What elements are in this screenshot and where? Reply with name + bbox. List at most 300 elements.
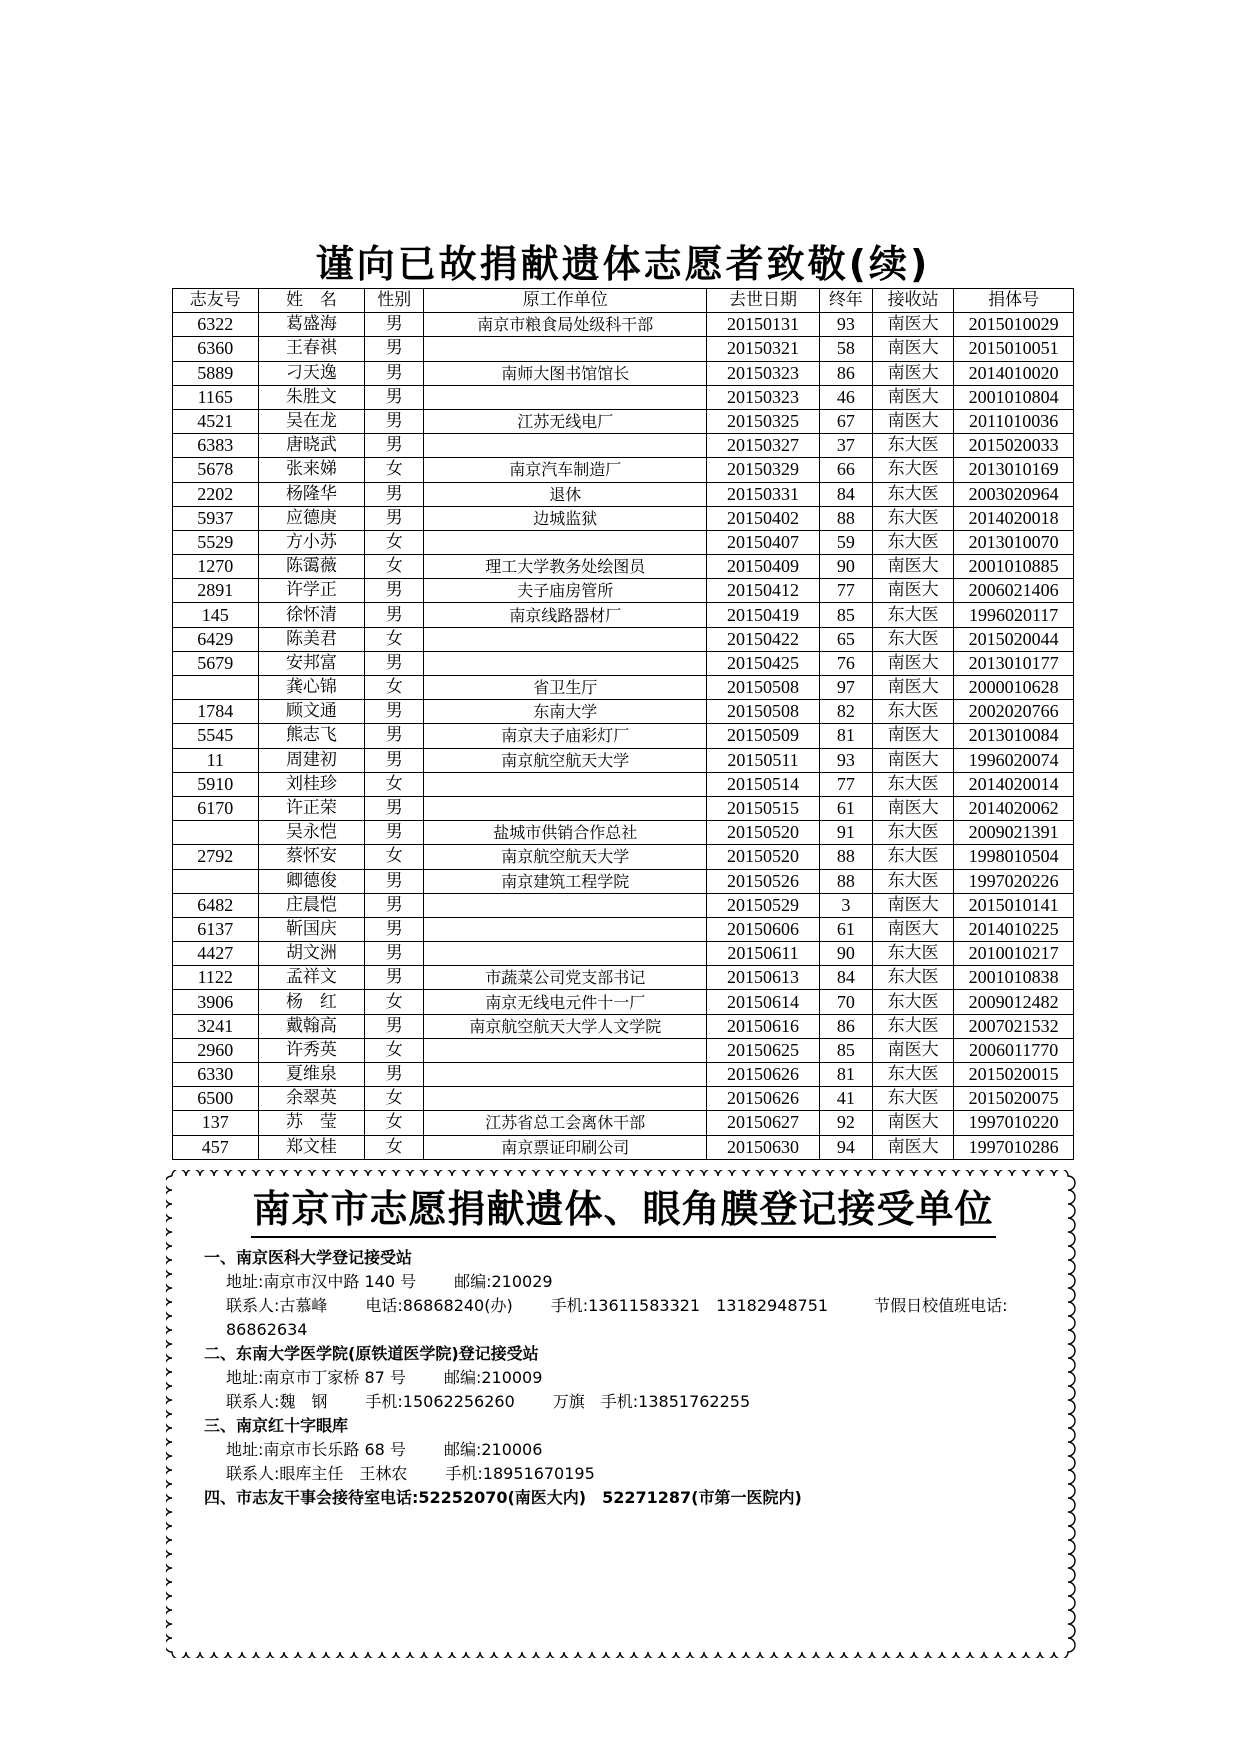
cell-work-unit <box>424 917 707 941</box>
table-row <box>173 409 1074 433</box>
cell-member-id: 11 <box>173 748 259 772</box>
cell-death-date: 20150329 <box>707 458 819 482</box>
table-row <box>173 506 1074 530</box>
cell-receiving-station: 南医大 <box>873 748 954 772</box>
cell-age: 65 <box>819 627 872 651</box>
cell-member-id: 2792 <box>173 845 259 869</box>
cell-receiving-station: 东大医 <box>873 530 954 554</box>
cell-name: 夏维泉 <box>258 1063 365 1087</box>
cell-name: 刘桂珍 <box>258 772 365 796</box>
cell-donation-number: 2002020766 <box>954 700 1074 724</box>
cell-work-unit: 南京航空航天大学人文学院 <box>424 1014 707 1038</box>
cell-death-date: 20150520 <box>707 845 819 869</box>
cell-name: 徐怀清 <box>258 603 365 627</box>
cell-work-unit <box>424 1063 707 1087</box>
cell-receiving-station: 南医大 <box>873 555 954 579</box>
cell-gender: 男 <box>365 700 424 724</box>
cell-name: 戴翰高 <box>258 1014 365 1038</box>
cell-donation-number: 2010010217 <box>954 942 1074 966</box>
cell-age: 94 <box>819 1135 872 1159</box>
station-3-postcode: 邮编:210006 <box>443 1440 543 1459</box>
station-1-postcode: 邮编:210029 <box>454 1272 553 1291</box>
cell-donation-number: 2001010804 <box>954 385 1074 409</box>
cell-work-unit: 南京线路器材厂 <box>424 603 707 627</box>
cell-receiving-station: 东大医 <box>873 821 954 845</box>
header-name: 姓 名 <box>258 289 365 313</box>
cell-age: 70 <box>819 990 872 1014</box>
station-4-heading: 四、市志友干事会接待室电话:52252070(南医大内) 52271287(市第一医院内) <box>204 1488 802 1507</box>
station-2-contact: 联系人:魏 钢 <box>226 1392 328 1411</box>
station-1-contact-line <box>204 1294 1054 1318</box>
cell-name: 杨 红 <box>258 990 365 1014</box>
cell-death-date: 20150327 <box>707 434 819 458</box>
cell-death-date: 20150131 <box>707 313 819 337</box>
cell-receiving-station: 南医大 <box>873 409 954 433</box>
cell-gender: 男 <box>365 1014 424 1038</box>
table-row <box>173 1087 1074 1111</box>
cell-work-unit <box>424 530 707 554</box>
cell-death-date: 20150515 <box>707 796 819 820</box>
station-2-address-line <box>204 1366 1054 1390</box>
station-3-address: 地址:南京市长乐路 68 号 <box>226 1440 406 1459</box>
header-receiving-station: 接收站 <box>873 289 954 313</box>
cell-death-date: 20150626 <box>707 1063 819 1087</box>
cell-name: 庄晨恺 <box>258 893 365 917</box>
cell-name: 许秀英 <box>258 1038 365 1062</box>
cell-receiving-station: 南医大 <box>873 724 954 748</box>
cell-donation-number: 2014020014 <box>954 772 1074 796</box>
cell-donation-number: 2006011770 <box>954 1038 1074 1062</box>
table-row <box>173 1111 1074 1135</box>
cell-work-unit: 南师大图书馆馆长 <box>424 361 707 385</box>
cell-name: 胡文洲 <box>258 942 365 966</box>
cell-death-date: 20150616 <box>707 1014 819 1038</box>
cell-gender: 男 <box>365 651 424 675</box>
cell-member-id: 1165 <box>173 385 259 409</box>
cell-death-date: 20150627 <box>707 1111 819 1135</box>
table-row <box>173 482 1074 506</box>
cell-donation-number: 2006021406 <box>954 579 1074 603</box>
cell-work-unit: 南京航空航天大学 <box>424 845 707 869</box>
cell-gender: 女 <box>365 555 424 579</box>
cell-receiving-station: 东大医 <box>873 458 954 482</box>
cell-receiving-station: 南医大 <box>873 676 954 700</box>
cell-death-date: 20150422 <box>707 627 819 651</box>
cell-donation-number: 2013010177 <box>954 651 1074 675</box>
table-row <box>173 627 1074 651</box>
cell-name: 吴在龙 <box>258 409 365 433</box>
table-row <box>173 385 1074 409</box>
cell-work-unit: 夫子庙房管所 <box>424 579 707 603</box>
cell-name: 葛盛海 <box>258 313 365 337</box>
cell-gender: 女 <box>365 458 424 482</box>
table-row <box>173 845 1074 869</box>
cell-member-id: 2202 <box>173 482 259 506</box>
cell-member-id: 6482 <box>173 893 259 917</box>
cell-age: 86 <box>819 1014 872 1038</box>
cell-death-date: 20150419 <box>707 603 819 627</box>
cell-member-id: 6170 <box>173 796 259 820</box>
station-2-heading: 二、东南大学医学院(原铁道医学院)登记接受站 <box>204 1344 539 1363</box>
cell-death-date: 20150321 <box>707 337 819 361</box>
header-death-date: 去世日期 <box>707 289 819 313</box>
header-member-id: 志友号 <box>173 289 259 313</box>
cell-donation-number: 2014020018 <box>954 506 1074 530</box>
cell-receiving-station: 东大医 <box>873 627 954 651</box>
cell-age: 3 <box>819 893 872 917</box>
cell-work-unit <box>424 434 707 458</box>
cell-age: 66 <box>819 458 872 482</box>
cell-member-id: 6360 <box>173 337 259 361</box>
cell-death-date: 20150526 <box>707 869 819 893</box>
cell-receiving-station: 南医大 <box>873 337 954 361</box>
cell-name: 杨隆华 <box>258 482 365 506</box>
title-underline <box>251 1236 996 1238</box>
cell-work-unit: 江苏省总工会离休干部 <box>424 1111 707 1135</box>
cell-work-unit <box>424 772 707 796</box>
cell-name: 熊志飞 <box>258 724 365 748</box>
cell-member-id: 1270 <box>173 555 259 579</box>
cell-receiving-station: 东大医 <box>873 506 954 530</box>
table-row <box>173 772 1074 796</box>
cell-age: 97 <box>819 676 872 700</box>
cell-gender: 男 <box>365 313 424 337</box>
cell-work-unit: 南京夫子庙彩灯厂 <box>424 724 707 748</box>
cell-donation-number: 1996020117 <box>954 603 1074 627</box>
table-row <box>173 1038 1074 1062</box>
table-row <box>173 966 1074 990</box>
cell-name: 郑文桂 <box>258 1135 365 1159</box>
cell-receiving-station: 东大医 <box>873 482 954 506</box>
cell-member-id: 5678 <box>173 458 259 482</box>
cell-death-date: 20150402 <box>707 506 819 530</box>
cell-gender: 男 <box>365 893 424 917</box>
cell-member-id: 1784 <box>173 700 259 724</box>
table-row <box>173 796 1074 820</box>
cell-work-unit: 市蔬菜公司党支部书记 <box>424 966 707 990</box>
station-1-holiday-label: 节假日校值班电话: <box>874 1296 1008 1315</box>
cell-work-unit: 盐城市供销合作总社 <box>424 821 707 845</box>
table-row <box>173 724 1074 748</box>
cell-receiving-station: 东大医 <box>873 1087 954 1111</box>
table-row <box>173 748 1074 772</box>
cell-donation-number: 2015010029 <box>954 313 1074 337</box>
cell-receiving-station: 南医大 <box>873 651 954 675</box>
cell-gender: 女 <box>365 845 424 869</box>
station-3-contact-line <box>204 1462 1054 1486</box>
table-row <box>173 337 1074 361</box>
cell-name: 许正荣 <box>258 796 365 820</box>
cell-death-date: 20150613 <box>707 966 819 990</box>
cell-death-date: 20150509 <box>707 724 819 748</box>
cell-death-date: 20150425 <box>707 651 819 675</box>
cell-gender: 男 <box>365 724 424 748</box>
notice-title: 南京市志愿捐献遗体、眼角膜登记接受单位 <box>252 1187 994 1231</box>
cell-age: 84 <box>819 966 872 990</box>
cell-gender: 女 <box>365 772 424 796</box>
cell-receiving-station: 东大医 <box>873 772 954 796</box>
cell-work-unit: 退休 <box>424 482 707 506</box>
cell-donation-number: 1996020074 <box>954 748 1074 772</box>
table-row <box>173 651 1074 675</box>
cell-gender: 男 <box>365 821 424 845</box>
cell-gender: 男 <box>365 603 424 627</box>
cell-gender: 女 <box>365 530 424 554</box>
station-2-contact-2: 万旗 手机:13851762255 <box>552 1392 751 1411</box>
header-donation-number: 捐体号 <box>954 289 1074 313</box>
cell-gender: 男 <box>365 942 424 966</box>
cell-age: 81 <box>819 1063 872 1087</box>
cell-donation-number: 2015020044 <box>954 627 1074 651</box>
table-row <box>173 458 1074 482</box>
cell-donation-number: 2015010141 <box>954 893 1074 917</box>
cell-member-id: 6322 <box>173 313 259 337</box>
cell-donation-number: 1997010286 <box>954 1135 1074 1159</box>
cell-age: 93 <box>819 313 872 337</box>
cell-death-date: 20150614 <box>707 990 819 1014</box>
cell-work-unit: 南京市粮食局处级科干部 <box>424 313 707 337</box>
cell-name: 余翠英 <box>258 1087 365 1111</box>
cell-gender: 女 <box>365 1135 424 1159</box>
cell-work-unit: 东南大学 <box>424 700 707 724</box>
cell-member-id: 4521 <box>173 409 259 433</box>
cell-age: 90 <box>819 555 872 579</box>
cell-receiving-station: 南医大 <box>873 796 954 820</box>
station-3-mobile: 手机:18951670195 <box>445 1464 595 1483</box>
cell-work-unit <box>424 893 707 917</box>
station-1-holiday-number: 86862634 <box>226 1320 308 1339</box>
cell-name: 吴永恺 <box>258 821 365 845</box>
cell-age: 81 <box>819 724 872 748</box>
table-row <box>173 676 1074 700</box>
cell-gender: 男 <box>365 579 424 603</box>
cell-death-date: 20150625 <box>707 1038 819 1062</box>
cell-receiving-station: 南医大 <box>873 1111 954 1135</box>
cell-receiving-station: 东大医 <box>873 942 954 966</box>
cell-death-date: 20150630 <box>707 1135 819 1159</box>
cell-member-id: 5679 <box>173 651 259 675</box>
cell-work-unit: 南京汽车制造厂 <box>424 458 707 482</box>
station-1-address-line <box>204 1270 1054 1294</box>
table-row <box>173 1063 1074 1087</box>
cell-gender: 女 <box>365 1038 424 1062</box>
cell-name: 应德庚 <box>258 506 365 530</box>
cell-age: 93 <box>819 748 872 772</box>
cell-name: 张来娣 <box>258 458 365 482</box>
cell-name: 顾文通 <box>258 700 365 724</box>
cell-donation-number: 2015020015 <box>954 1063 1074 1087</box>
cell-name: 卿德俊 <box>258 869 365 893</box>
station-2-mobile: 手机:15062256260 <box>365 1392 515 1411</box>
cell-age: 85 <box>819 1038 872 1062</box>
cell-receiving-station: 东大医 <box>873 603 954 627</box>
cell-age: 84 <box>819 482 872 506</box>
cell-death-date: 20150520 <box>707 821 819 845</box>
cell-death-date: 20150331 <box>707 482 819 506</box>
station-3-address-line <box>204 1438 1054 1462</box>
cell-gender: 男 <box>365 748 424 772</box>
cell-receiving-station: 南医大 <box>873 385 954 409</box>
cell-work-unit <box>424 385 707 409</box>
cell-work-unit: 南京航空航天大学 <box>424 748 707 772</box>
header-gender: 性别 <box>365 289 424 313</box>
cell-donation-number: 2014010225 <box>954 917 1074 941</box>
station-2-contact-line <box>204 1390 1054 1414</box>
cell-age: 86 <box>819 361 872 385</box>
cell-donation-number: 2015010051 <box>954 337 1074 361</box>
cell-donation-number: 2009012482 <box>954 990 1074 1014</box>
cell-age: 77 <box>819 772 872 796</box>
cell-death-date: 20150412 <box>707 579 819 603</box>
cell-gender: 男 <box>365 1063 424 1087</box>
cell-death-date: 20150611 <box>707 942 819 966</box>
cell-work-unit: 南京建筑工程学院 <box>424 869 707 893</box>
cell-work-unit: 南京无线电元件十一厂 <box>424 990 707 1014</box>
cell-work-unit: 省卫生厅 <box>424 676 707 700</box>
cell-name: 龚心锦 <box>258 676 365 700</box>
cell-receiving-station: 东大医 <box>873 700 954 724</box>
cell-gender: 男 <box>365 506 424 530</box>
cell-name: 朱胜文 <box>258 385 365 409</box>
cell-work-unit <box>424 942 707 966</box>
cell-death-date: 20150606 <box>707 917 819 941</box>
cell-death-date: 20150508 <box>707 700 819 724</box>
cell-age: 82 <box>819 700 872 724</box>
cell-work-unit <box>424 796 707 820</box>
table-row <box>173 1014 1074 1038</box>
cell-name: 安邦富 <box>258 651 365 675</box>
cell-gender: 女 <box>365 990 424 1014</box>
cell-member-id: 1122 <box>173 966 259 990</box>
station-3-heading: 三、南京红十字眼库 <box>204 1416 349 1435</box>
cell-age: 77 <box>819 579 872 603</box>
cell-age: 58 <box>819 337 872 361</box>
table-row <box>173 917 1074 941</box>
cell-donation-number: 2014010020 <box>954 361 1074 385</box>
table-row <box>173 603 1074 627</box>
cell-age: 88 <box>819 506 872 530</box>
cell-name: 靳国庆 <box>258 917 365 941</box>
cell-age: 76 <box>819 651 872 675</box>
station-1-phone: 电话:86868240(办) <box>365 1296 513 1315</box>
cell-member-id: 5910 <box>173 772 259 796</box>
cell-age: 88 <box>819 869 872 893</box>
cell-gender: 男 <box>365 361 424 385</box>
cell-donation-number: 1997020226 <box>954 869 1074 893</box>
cell-gender: 男 <box>365 917 424 941</box>
registration-notice <box>166 1170 1080 1658</box>
cell-death-date: 20150323 <box>707 385 819 409</box>
cell-member-id: 6383 <box>173 434 259 458</box>
cell-work-unit: 理工大学教务处绘图员 <box>424 555 707 579</box>
cell-name: 王春祺 <box>258 337 365 361</box>
cell-donation-number: 2015020075 <box>954 1087 1074 1111</box>
cell-age: 88 <box>819 845 872 869</box>
cell-member-id: 5937 <box>173 506 259 530</box>
cell-gender: 女 <box>365 1111 424 1135</box>
station-1-mobile: 手机:13611583321 13182948751 <box>550 1296 829 1315</box>
cell-name: 陈霭薇 <box>258 555 365 579</box>
cell-receiving-station: 南医大 <box>873 361 954 385</box>
cell-member-id: 5545 <box>173 724 259 748</box>
cell-member-id: 2891 <box>173 579 259 603</box>
cell-donation-number: 2003020964 <box>954 482 1074 506</box>
station-1-heading: 一、南京医科大学登记接受站 <box>204 1248 413 1267</box>
cell-work-unit <box>424 651 707 675</box>
cell-member-id: 145 <box>173 603 259 627</box>
cell-receiving-station: 南医大 <box>873 1038 954 1062</box>
page-title: 谨向已故捐献遗体志愿者致敬(续) <box>315 242 931 286</box>
cell-gender: 男 <box>365 796 424 820</box>
cell-member-id: 3241 <box>173 1014 259 1038</box>
cell-member-id: 6330 <box>173 1063 259 1087</box>
roster-table <box>172 288 1074 1160</box>
cell-work-unit: 江苏无线电厂 <box>424 409 707 433</box>
cell-member-id: 457 <box>173 1135 259 1159</box>
cell-receiving-station: 东大医 <box>873 966 954 990</box>
cell-gender: 男 <box>365 385 424 409</box>
cell-work-unit: 南京票证印刷公司 <box>424 1135 707 1159</box>
cell-name: 苏 莹 <box>258 1111 365 1135</box>
cell-receiving-station: 南医大 <box>873 313 954 337</box>
cell-gender: 男 <box>365 966 424 990</box>
header-work-unit: 原工作单位 <box>424 289 707 313</box>
table-row <box>173 361 1074 385</box>
station-1-contact: 联系人:古慕峰 <box>226 1296 328 1315</box>
cell-member-id: 137 <box>173 1111 259 1135</box>
cell-age: 37 <box>819 434 872 458</box>
cell-member-id: 3906 <box>173 990 259 1014</box>
table-row <box>173 434 1074 458</box>
cell-member-id: 4427 <box>173 942 259 966</box>
cell-receiving-station: 东大医 <box>873 990 954 1014</box>
cell-work-unit: 边城监狱 <box>424 506 707 530</box>
cell-donation-number: 2007021532 <box>954 1014 1074 1038</box>
cell-donation-number: 2015020033 <box>954 434 1074 458</box>
table-row <box>173 1135 1074 1159</box>
cell-member-id: 5529 <box>173 530 259 554</box>
cell-death-date: 20150409 <box>707 555 819 579</box>
table-row <box>173 700 1074 724</box>
cell-receiving-station: 南医大 <box>873 917 954 941</box>
cell-age: 67 <box>819 409 872 433</box>
cell-work-unit <box>424 337 707 361</box>
cell-member-id: 6137 <box>173 917 259 941</box>
cell-name: 唐晓武 <box>258 434 365 458</box>
cell-age: 41 <box>819 1087 872 1111</box>
notice-body <box>204 1246 1054 1510</box>
cell-work-unit <box>424 1038 707 1062</box>
table-row <box>173 313 1074 337</box>
cell-name: 孟祥文 <box>258 966 365 990</box>
cell-member-id <box>173 676 259 700</box>
cell-age: 85 <box>819 603 872 627</box>
table-row <box>173 555 1074 579</box>
cell-member-id: 6429 <box>173 627 259 651</box>
cell-donation-number: 2001010885 <box>954 555 1074 579</box>
cell-donation-number: 2013010084 <box>954 724 1074 748</box>
cell-donation-number: 2013010070 <box>954 530 1074 554</box>
table-row <box>173 869 1074 893</box>
cell-member-id: 5889 <box>173 361 259 385</box>
table-row <box>173 821 1074 845</box>
cell-name: 周建初 <box>258 748 365 772</box>
cell-death-date: 20150325 <box>707 409 819 433</box>
cell-donation-number: 2000010628 <box>954 676 1074 700</box>
cell-age: 46 <box>819 385 872 409</box>
cell-death-date: 20150626 <box>707 1087 819 1111</box>
cell-work-unit <box>424 1087 707 1111</box>
